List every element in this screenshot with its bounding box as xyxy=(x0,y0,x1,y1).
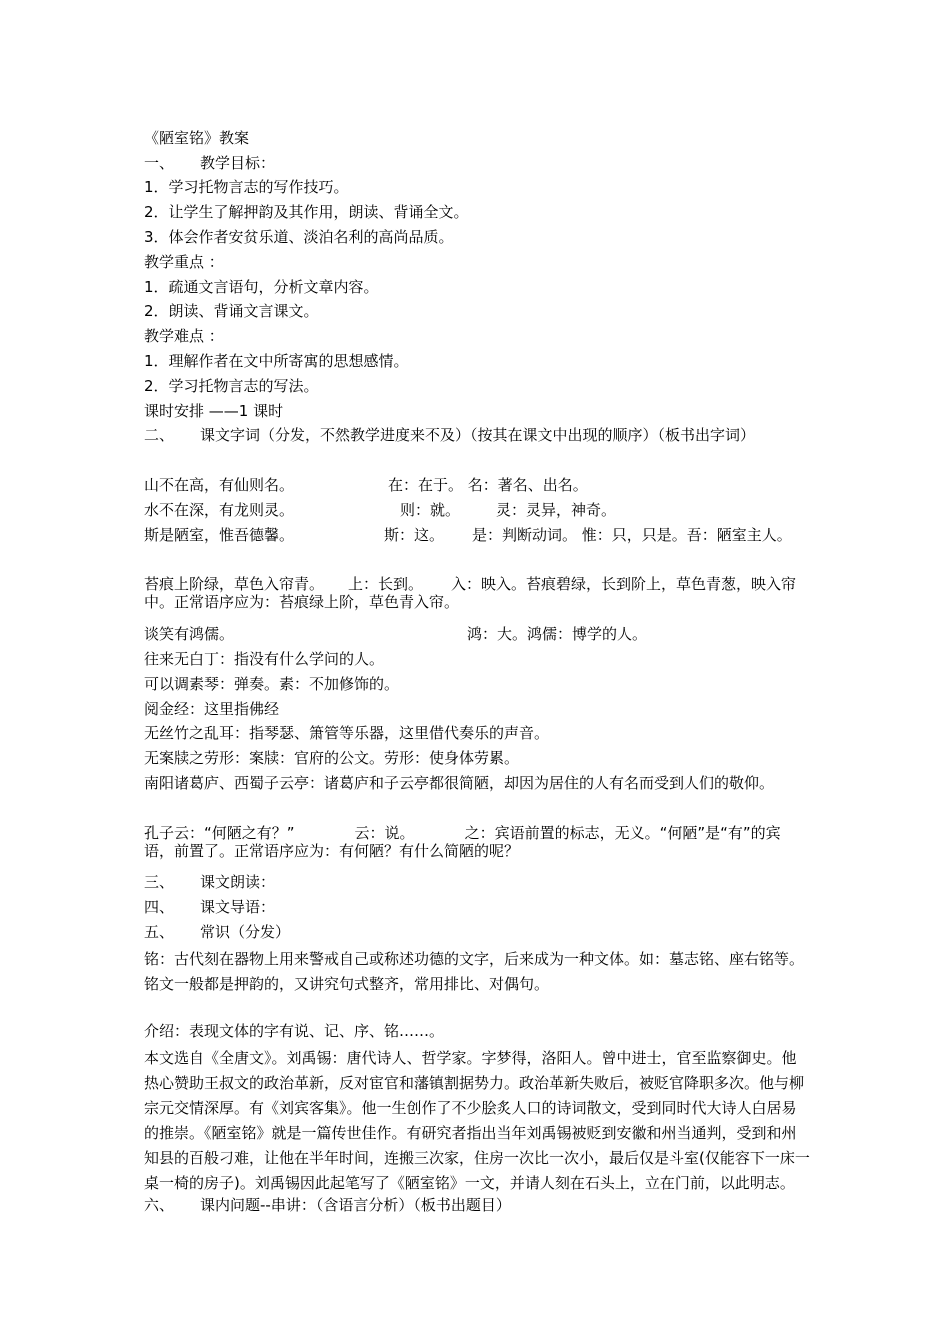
section-title: 课内问题--串讲：（含语言分析）（板书出题目） xyxy=(200,1196,511,1214)
vocab-line: 无案牍之劳形：案牍：官府的公文。劳形：使身体劳累。 xyxy=(144,749,520,767)
section-heading-knowledge xyxy=(144,923,810,941)
difficulty-heading: 教学难点 ： xyxy=(144,327,224,345)
vocab-line xyxy=(144,824,810,860)
vocab-gloss: 入：映入。苔痕碧绿，长到阶上，草色青葱，映入帘中。正常语序应为：苔痕绿上阶，草色青入帘。 xyxy=(144,575,797,611)
difficulty-item: 1．理解作者在文中所寄寓的思想感情。 xyxy=(144,352,409,370)
vocab-gloss: 则：就。 xyxy=(400,501,461,519)
vocab-phrase: 山不在高，有仙则名。 xyxy=(144,476,295,494)
vocab-line: 往来无白丁：指没有什么学问的人。 xyxy=(144,650,385,668)
section-number: 一、 xyxy=(144,154,175,172)
vocab-phrase: 苔痕上阶绿，草色入帘青。 xyxy=(144,575,325,593)
section-number: 二、 xyxy=(144,426,175,444)
vocab-line xyxy=(144,476,810,494)
vocab-gloss: 灵：灵异，神奇。 xyxy=(496,501,617,519)
focus-item: 1．疏通文言语句，分析文章内容。 xyxy=(144,278,379,296)
section-title: 常识（分发） xyxy=(200,923,291,941)
doc-title: 《陋室铭》教案 xyxy=(144,129,250,147)
section-number: 五、 xyxy=(144,923,175,941)
vocab-phrase: 斯是陋室，惟吾德馨。 xyxy=(144,526,295,544)
vocab-phrase: 孔子云：“何陋之有？” xyxy=(144,824,295,842)
objective-item: 2．让学生了解押韵及其作用，朗读、背诵全文。 xyxy=(144,203,469,221)
section-heading-questions xyxy=(144,1196,810,1214)
vocab-phrase: 水不在深，有龙则灵。 xyxy=(144,501,295,519)
vocab-line xyxy=(144,575,810,611)
schedule-line: 课时安排 ——1 课时 xyxy=(144,402,284,420)
objective-item: 1．学习托物言志的写作技巧。 xyxy=(144,178,349,196)
difficulty-item: 2．学习托物言志的写法。 xyxy=(144,377,319,395)
vocab-line xyxy=(144,501,810,519)
section-number: 四、 xyxy=(144,898,175,916)
vocab-gloss: 鸿：大。鸿儒：博学的人。 xyxy=(467,625,648,643)
vocab-gloss: 是：判断动词。 惟：只，只是。吾：陋室主人。 xyxy=(472,526,792,544)
vocab-line xyxy=(144,625,810,643)
section-title: 教学目标： xyxy=(200,154,276,172)
section-number: 六、 xyxy=(144,1196,175,1214)
section-title: 课文导语： xyxy=(200,898,276,916)
vocab-gloss: 在：在于。 名：著名、出名。 xyxy=(388,476,588,494)
section-heading-objectives xyxy=(144,154,810,172)
section-heading-intro xyxy=(144,898,810,916)
section-heading-vocabulary xyxy=(144,426,810,444)
focus-item: 2．朗读、背诵文言课文。 xyxy=(144,302,319,320)
section-heading-reading xyxy=(144,873,810,891)
section-title: 课文字词（分发，不然教学进度来不及）（按其在课文中出现的顺序）（板书出字词） xyxy=(200,426,756,444)
vocab-gloss: 云：说。 xyxy=(354,824,415,842)
vocab-gloss: 之：宾语前置的标志，无义。“何陋”是“有”的宾语，前置了。正常语序应为：有何陋？有什么简陋的呢？ xyxy=(144,824,781,860)
ming-paragraph: 铭：古代刻在器物上用来警戒自己或称述功德的文字，后来成为一种文体。如：墓志铭、座右铭等。铭文一般都是押韵的，又讲究句式整齐，常用排比、对偶句。 xyxy=(144,950,805,993)
focus-heading: 教学重点 ： xyxy=(144,253,224,271)
vocab-line: 可以调素琴：弹奏。素：不加修饰的。 xyxy=(144,675,400,693)
objective-item: 3．体会作者安贫乐道、淡泊名利的高尚品质。 xyxy=(144,228,454,246)
vocab-line xyxy=(144,526,810,544)
vocab-phrase: 谈笑有鸿儒。 xyxy=(144,625,235,643)
section-title: 课文朗读： xyxy=(200,873,276,891)
intro-line: 介绍：表现文体的字有说、记、序、铭……。 xyxy=(144,1022,445,1040)
vocab-line: 南阳诸葛庐、西蜀子云亭：诸葛庐和子云亭都很简陋，却因为居住的人有名而受到人们的敬仰。 xyxy=(144,774,775,792)
vocab-line: 阅金经：这里指佛经 xyxy=(144,700,280,718)
vocab-line: 无丝竹之乱耳：指琴瑟、箫管等乐器，这里借代奏乐的声音。 xyxy=(144,724,550,742)
vocab-gloss: 斯：这。 xyxy=(384,526,445,544)
vocab-gloss: 上：长到。 xyxy=(348,575,424,593)
section-number: 三、 xyxy=(144,873,175,891)
author-bio-paragraph: 本文选自《全唐文》。刘禹锡：唐代诗人、哲学家。字梦得，洛阳人。曾中进士，官至监察御史。他热心赞助王叔文的政治革新，反对宦官和藩镇割据势力。政治革新失败后，被贬官降职多次。他与柳宗元交情深厚。有《刘宾客集》。他一生创作了不少脍炙人口的诗词散文，受到同时代大诗人白居易的推崇。《陋室铭》就是一篇传世佳作。有研究者指出当年刘禹锡被贬到安徽和州当通判，受到和州知县的百般刁难，让他在半年时间，连搬三次家，住房一次比一次小，最后仅是斗室(仅能容下一床一桌一椅的房子)。刘禹锡因此起笔写了《陋室铭》一文，并请人刻在石头上，立在门前，以此明志。 xyxy=(144,1049,810,1192)
